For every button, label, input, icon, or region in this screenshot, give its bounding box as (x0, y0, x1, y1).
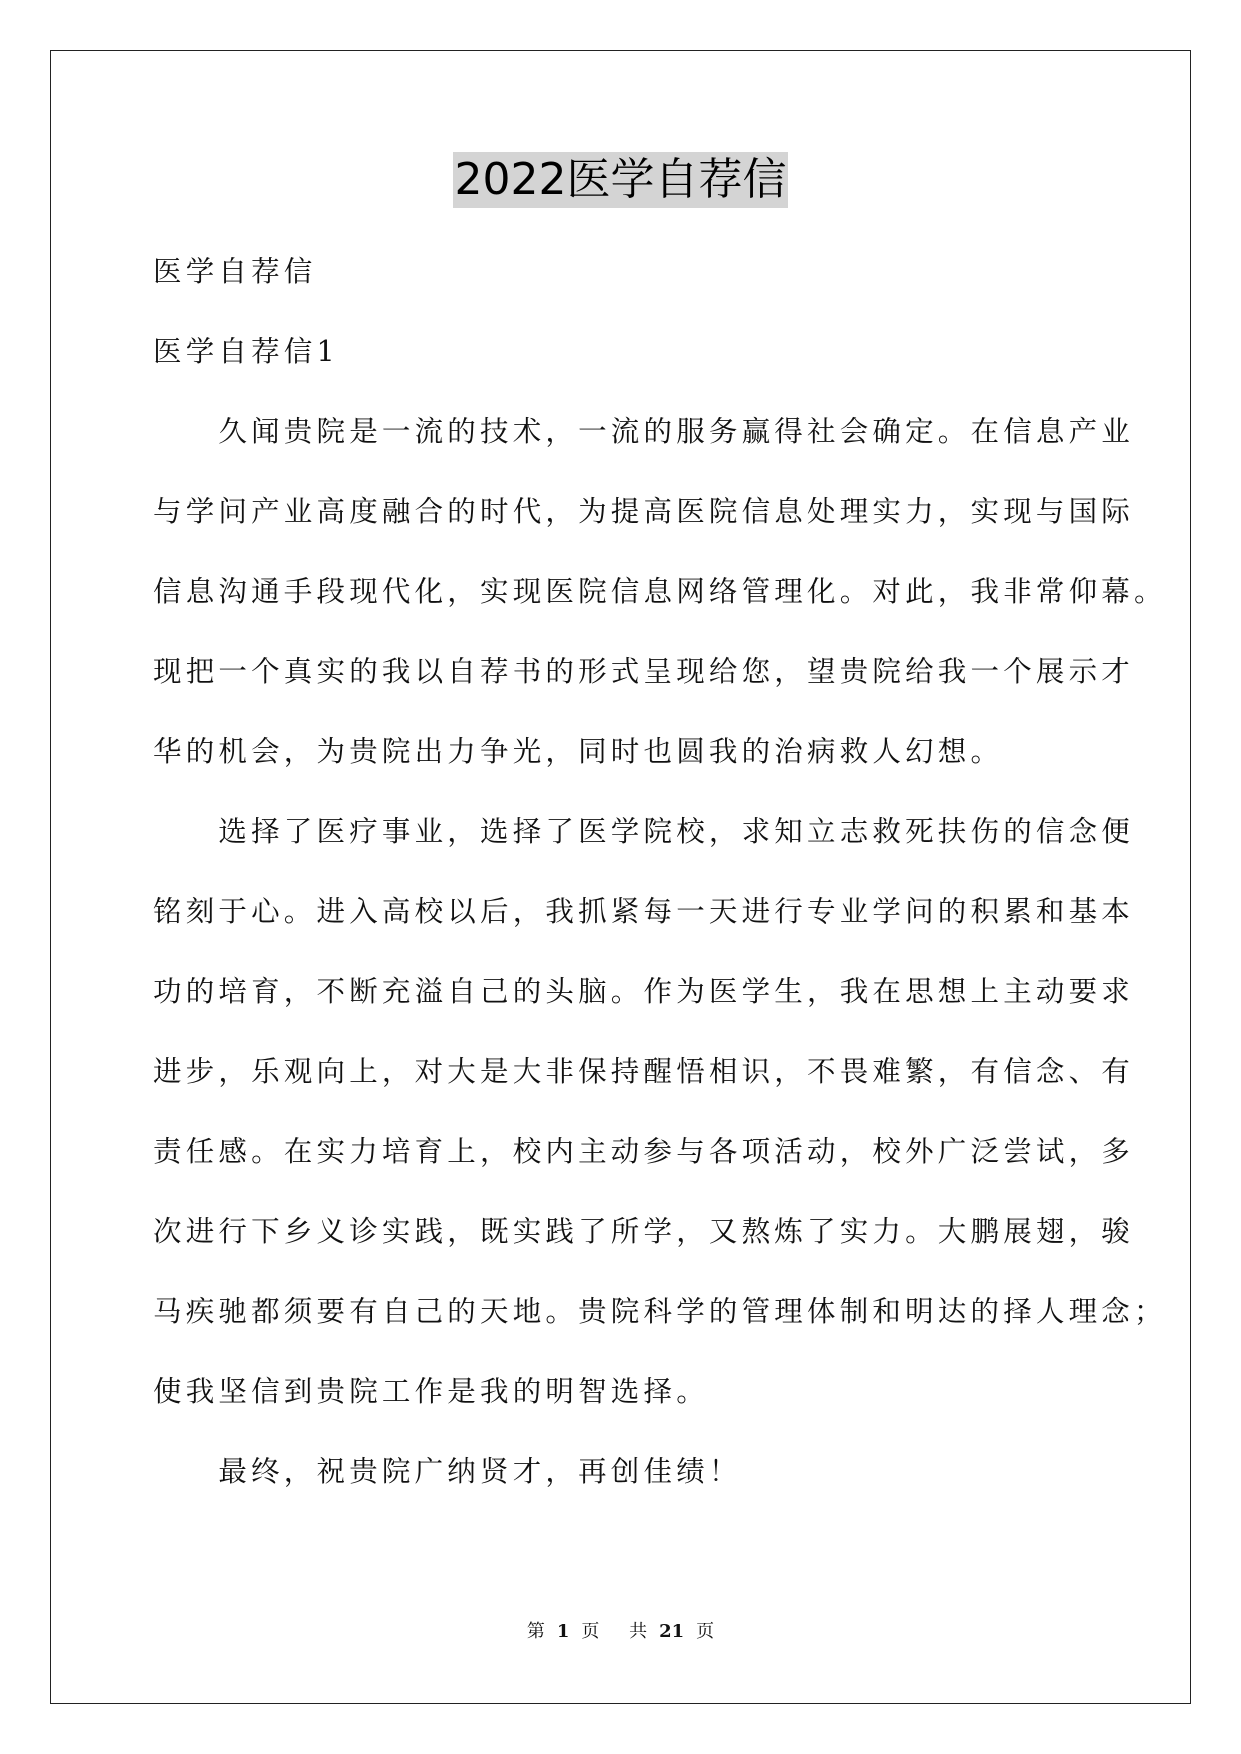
document-body (153, 232, 1167, 1512)
text-line: 华的机会，为贵院出力争光，同时也圆我的治病救人幻想。 (153, 735, 1004, 768)
text-line: 马疾驰都须要有自己的天地。贵院科学的管理体制和明达的择人理念； (153, 1295, 1167, 1328)
page-number: 第 1 页 (526, 1621, 600, 1642)
paragraph-2 (153, 792, 1167, 1432)
text-line: 选择了医疗事业，选择了医学院校，求知立志救死扶伤的信念便 (153, 815, 1135, 848)
paragraph-1 (153, 392, 1167, 792)
text-line: 现把一个真实的我以自荐书的形式呈现给您，望贵院给我一个展示才 (153, 655, 1135, 688)
text-line: 与学问产业高度融合的时代，为提高医院信息处理实力，实现与国际 (153, 495, 1135, 528)
paragraph-3 (153, 1432, 1093, 1512)
text-line: 久闻贵院是一流的技术，一流的服务赢得社会确定。在信息产业 (153, 415, 1135, 448)
title-container (0, 152, 1241, 208)
heading-line: 医学自荐信 (153, 255, 317, 288)
text-line: 最终，祝贵院广纳贤才，再创佳绩！ (153, 1455, 742, 1488)
page-total: 共 21 页 (629, 1621, 715, 1642)
page-footer (0, 1620, 1241, 1644)
text-line: 次进行下乡义诊实践，既实践了所学，又熬炼了实力。大鹏展翅，骏 (153, 1215, 1135, 1248)
text-line: 责任感。在实力培育上，校内主动参与各项活动，校外广泛尝试，多 (153, 1135, 1135, 1168)
text-line: 功的培育，不断充溢自己的头脑。作为医学生，我在思想上主动要求 (153, 975, 1135, 1008)
text-line: 使我坚信到贵院工作是我的明智选择。 (153, 1375, 709, 1408)
text-line: 铭刻于心。进入高校以后，我抓紧每一天进行专业学问的积累和基本 (153, 895, 1135, 928)
text-line: 信息沟通手段现代化，实现医院信息网络管理化。对此，我非常仰幕。 (153, 575, 1167, 608)
subheading-line: 医学自荐信1 (153, 335, 339, 368)
document-title: 2022医学自荐信 (453, 152, 789, 208)
text-line: 进步，乐观向上，对大是大非保持醒悟相识，不畏难繁，有信念、有 (153, 1055, 1135, 1088)
